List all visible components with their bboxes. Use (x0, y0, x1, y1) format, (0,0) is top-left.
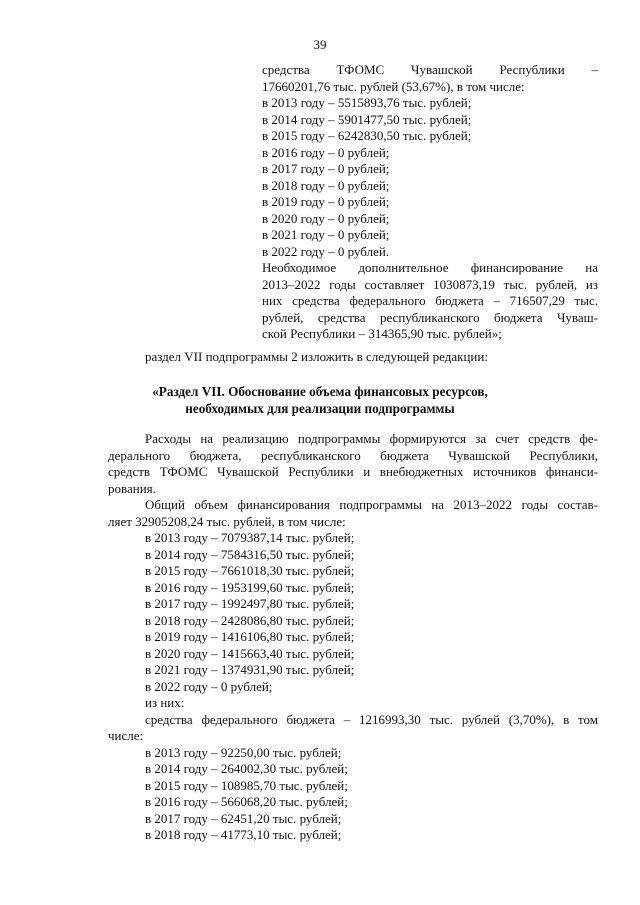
year-line: в 2022 году – 0 рублей. (262, 243, 390, 259)
year-line: в 2013 году – 7079387,14 тыс. рублей; (145, 530, 355, 545)
year-line: в 2016 году – 1953199,60 тыс. рублей; (145, 579, 355, 595)
year-line: в 2014 году – 7584316,50 тыс. рублей; (145, 546, 355, 562)
funding-first-line (262, 62, 598, 79)
text-line: 17660201,76 тыс. рублей (53,67%), в том числе: (262, 78, 525, 94)
additional-funding-line: рублей, средства республиканского бюджета Чуваш- (262, 309, 598, 325)
word: Республики (499, 62, 565, 77)
paragraph-line: Общий объем финансирования подпрограммы на 2013–2022 годы состав- (145, 497, 598, 512)
paragraph-line: ляет 32905208,24 тыс. рублей, в том числе: (108, 513, 346, 529)
word: – (591, 62, 598, 77)
main-text (108, 431, 598, 844)
paragraph-line: рования. (108, 480, 156, 496)
intro-instruction: раздел VII подпрограммы 2 изложить в следующей редакции: (145, 349, 488, 364)
year-line: в 2019 году – 0 рублей; (262, 194, 390, 209)
year-line: в 2013 году – 92250,00 тыс. рублей; (145, 744, 342, 760)
year-line: в 2013 году – 5515893,76 тыс. рублей; (262, 95, 472, 110)
federal-budget-line: средства федерального бюджета – 1216993,30 тыс. рублей (3,70%), в том (145, 711, 598, 727)
year-line: в 2021 году – 1374931,90 тыс. рублей; (145, 662, 355, 677)
year-line: в 2018 году – 2428086,80 тыс. рублей; (145, 612, 355, 628)
funding-continuation-block (262, 62, 598, 343)
additional-funding-line: ской Республики – 314365,90 тыс. рублей»; (262, 326, 502, 341)
of-them-label: из них: (145, 695, 185, 710)
heading-line: необходимых для реализации подпрограммы (185, 401, 455, 416)
year-line: в 2021 году – 0 рублей; (262, 227, 390, 242)
year-line: в 2014 году – 5901477,50 тыс. рублей; (262, 111, 472, 127)
additional-funding-line: 2013–2022 годы составляет 1030873,19 тыс. рублей, из (262, 276, 598, 292)
word: ТФОМС (336, 62, 385, 77)
year-line: в 2022 году – 0 рублей; (145, 678, 273, 694)
year-line: в 2017 году – 62451,20 тыс. рублей; (145, 810, 342, 826)
year-line: в 2015 году – 108985,70 тыс. рублей; (145, 777, 348, 793)
heading-line: «Раздел VII. Обоснование объема финансовых ресурсов, (152, 384, 488, 399)
year-line: в 2016 году – 0 рублей; (262, 144, 390, 160)
paragraph-line: Расходы на реализацию подпрограммы формируются за счет средств фе- (145, 431, 598, 446)
paragraph-line: дерального бюджета, республиканского бюджета Чувашской Республики, (108, 447, 598, 463)
word: Чувашской (411, 62, 473, 77)
year-line: в 2017 году – 0 рублей; (262, 161, 390, 176)
section-heading (0, 383, 640, 417)
additional-funding-line: них средства федерального бюджета – 716507,29 тыс. (262, 293, 598, 308)
year-line: в 2015 году – 6242830,50 тыс. рублей; (262, 128, 472, 143)
word: средства (262, 62, 310, 77)
paragraph-line: средств ТФОМС Чувашской Республики и внебюджетных источников финанси- (108, 464, 598, 479)
year-line: в 2017 году – 1992497,80 тыс. рублей; (145, 596, 355, 611)
additional-funding-line: Необходимое дополнительное финансирование на (262, 260, 598, 275)
year-line: в 2014 году – 264002,30 тыс. рублей; (145, 761, 348, 776)
year-line: в 2016 году – 566068,20 тыс. рублей; (145, 794, 348, 809)
year-line: в 2020 году – 1415663,40 тыс. рублей; (145, 645, 355, 661)
year-line: в 2015 году – 7661018,30 тыс. рублей; (145, 563, 355, 578)
year-line: в 2018 году – 0 рублей; (262, 177, 390, 193)
year-line: в 2020 году – 0 рублей; (262, 210, 390, 226)
year-line: в 2019 году – 1416106,80 тыс. рублей; (145, 629, 355, 644)
federal-budget-line: числе: (108, 728, 144, 743)
year-line: в 2018 году – 41773,10 тыс. рублей; (145, 827, 342, 842)
page-number: 39 (313, 37, 327, 52)
